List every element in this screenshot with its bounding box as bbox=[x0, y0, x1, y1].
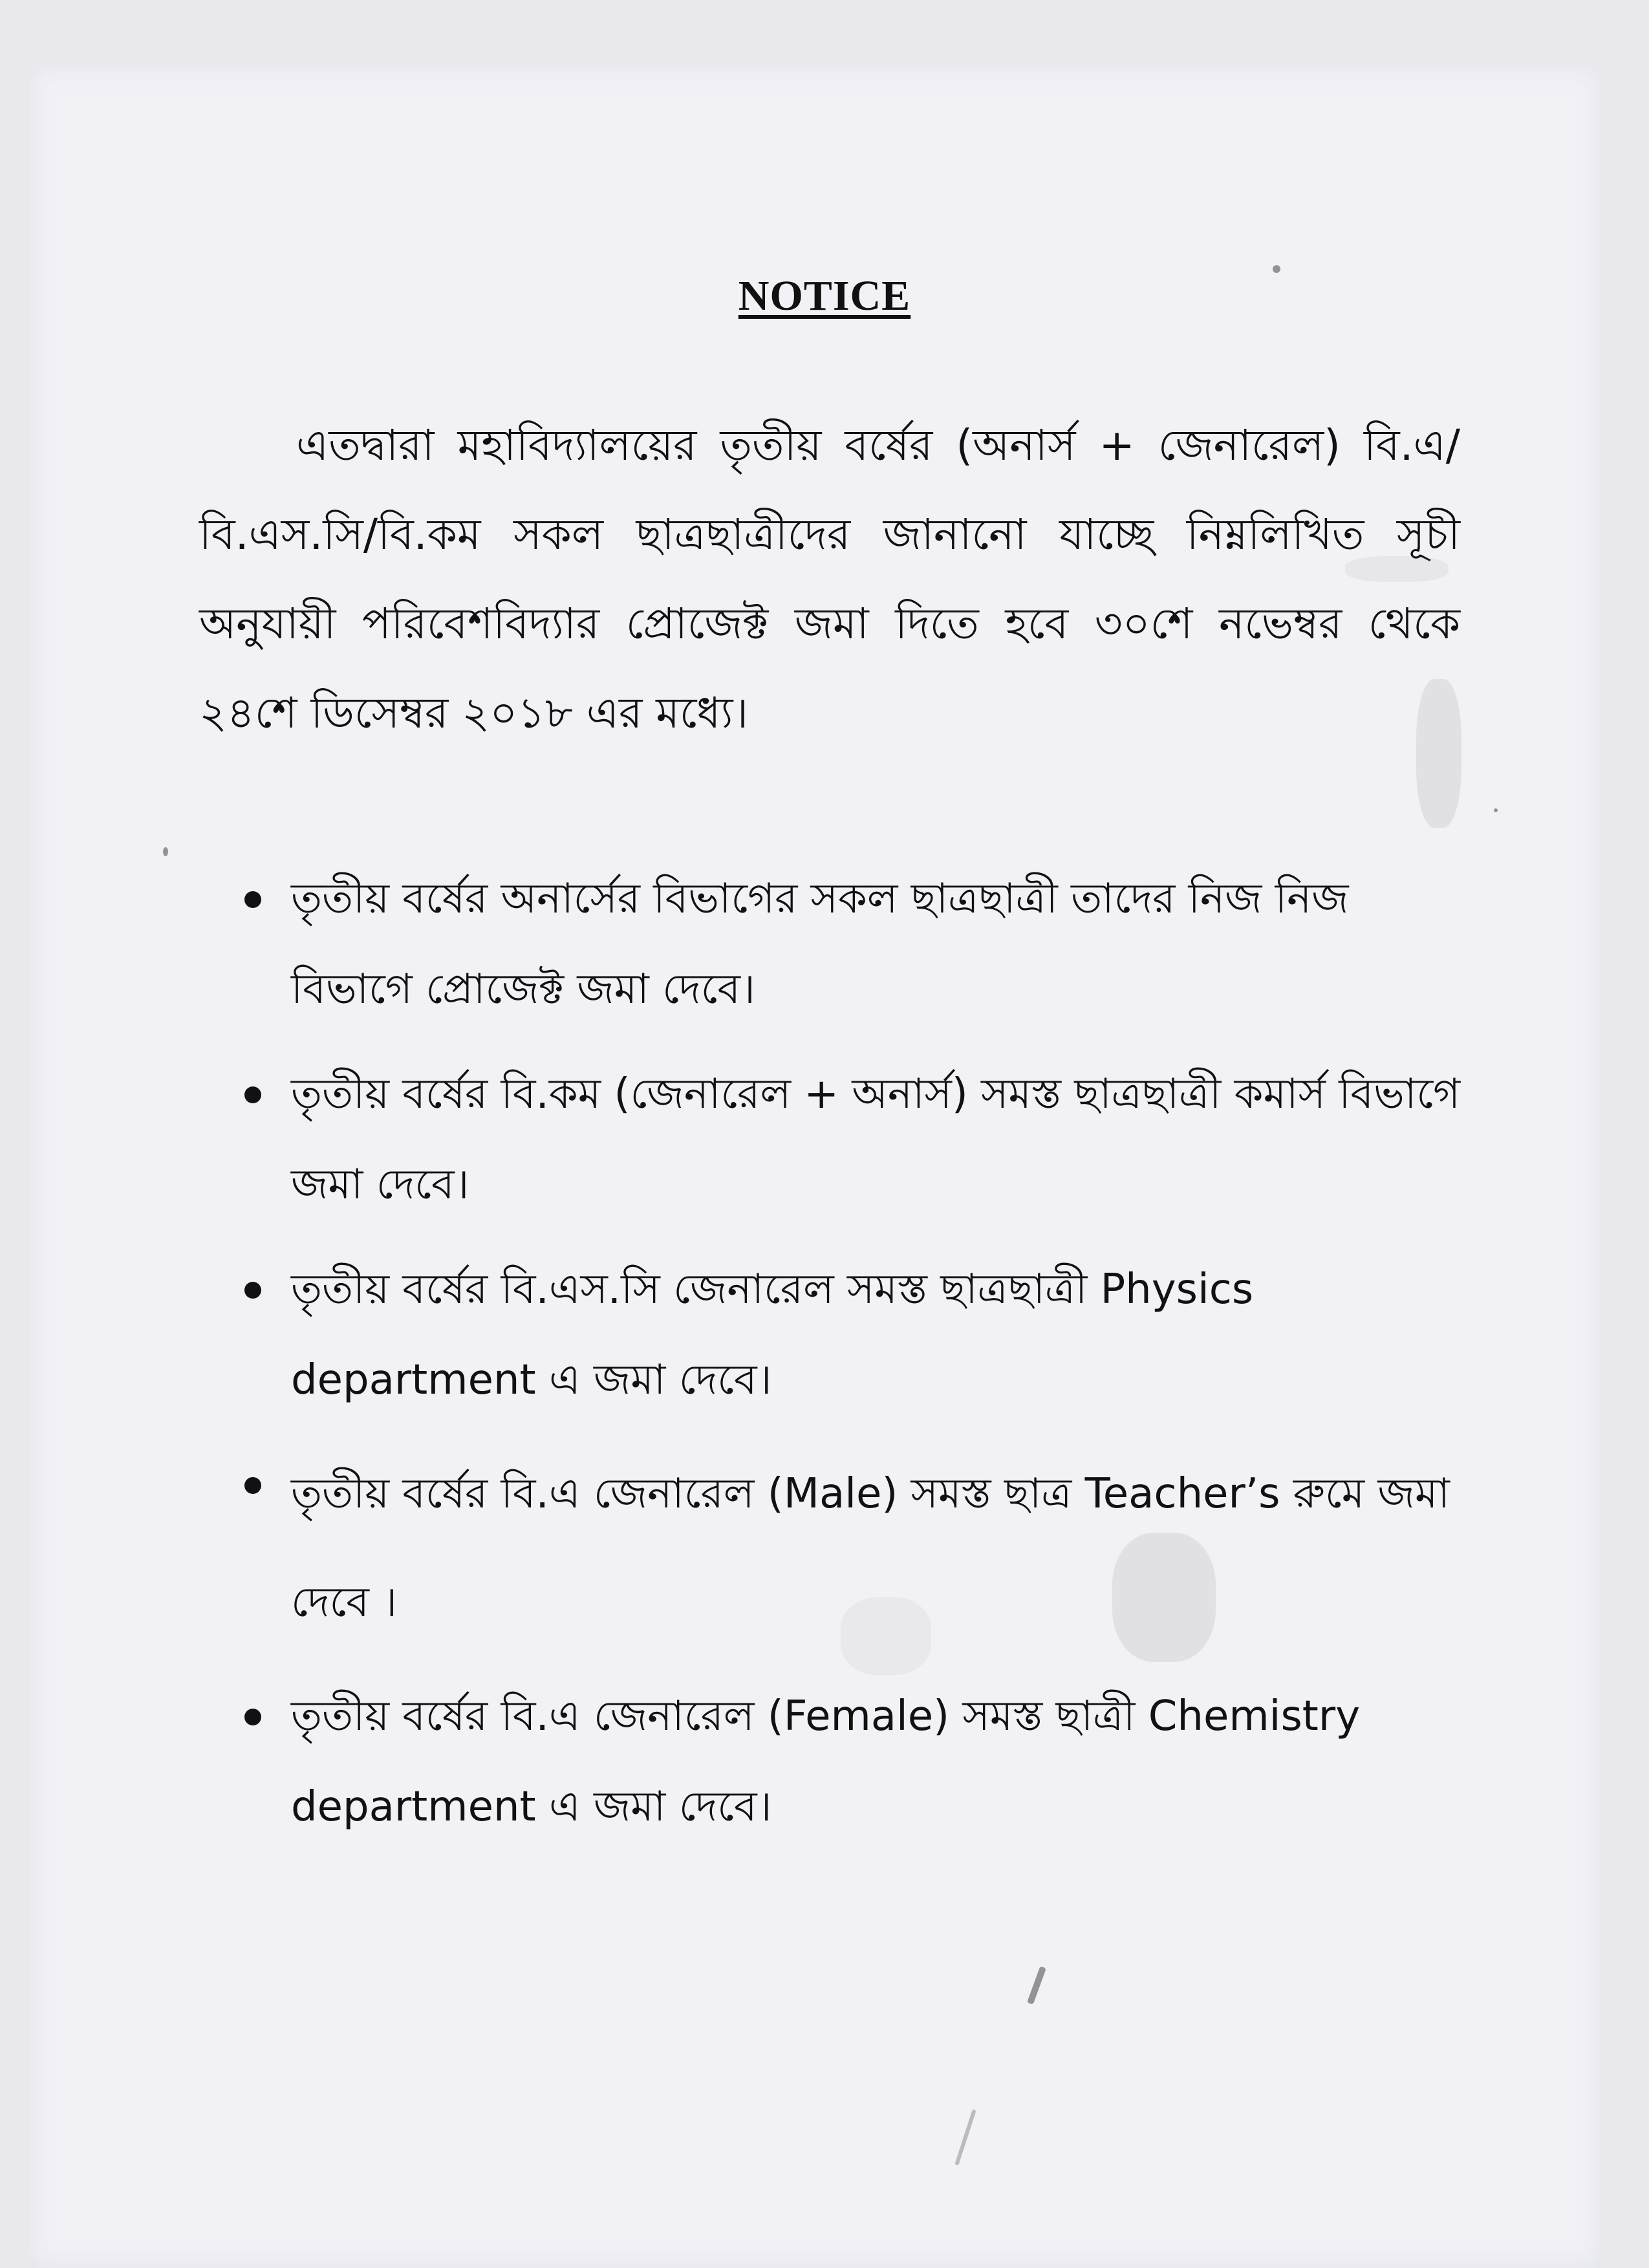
scan-speck bbox=[1273, 265, 1280, 273]
bullet-text: তৃতীয় বর্ষের বি.এ জেনারেল (Male) সমস্ত ছাত্র Teacher’s রুমে জমা দেবে । bbox=[291, 1470, 1450, 1626]
bullet-item-ba-female bbox=[244, 1671, 1473, 1852]
bullet-item-honours bbox=[244, 854, 1473, 1035]
bullet-list bbox=[244, 854, 1473, 1866]
scan-smudge bbox=[841, 1597, 931, 1675]
bullet-item-bcom bbox=[244, 1049, 1473, 1230]
bullet-dot-icon bbox=[244, 1282, 261, 1299]
scan-smudge bbox=[1416, 679, 1461, 828]
bullet-dot-icon bbox=[244, 891, 261, 908]
bullet-dot-icon bbox=[244, 1709, 261, 1725]
bullet-text: তৃতীয় বর্ষের বি.এস.সি জেনারেল সমস্ত ছাত্রছাত্রী Physics department এ জমা দেবে। bbox=[291, 1266, 1254, 1404]
scan-smudge bbox=[1112, 1533, 1216, 1662]
scan-speck bbox=[1494, 808, 1498, 812]
bullet-dot-icon bbox=[244, 1086, 261, 1103]
notice-title: NOTICE bbox=[738, 272, 911, 319]
bullet-text: তৃতীয় বর্ষের বি.কম (জেনারেল + অনার্স) সমস্ত ছাত্রছাত্রী কমার্স বিভাগে জমা দেবে। bbox=[291, 1070, 1461, 1209]
bullet-text: তৃতীয় বর্ষের বি.এ জেনারেল (Female) সমস্ত ছাত্রী Chemistry department এ জমা দেবে। bbox=[291, 1692, 1361, 1831]
bullet-text: তৃতীয় বর্ষের অনার্সের বিভাগের সকল ছাত্রছাত্রী তাদের নিজ নিজ বিভাগে প্রোজেক্ট জমা দেবে। bbox=[291, 875, 1349, 1013]
scan-smudge bbox=[1345, 556, 1449, 582]
notice-paragraph: এতদ্বারা মহাবিদ্যালয়ের তৃতীয় বর্ষের (অনার্স + জেনারেল) বি.এ/বি.এস.সি/বি.কম সকল ছাত্রছাত্রীদের জানানো যাচ্ছে নিম্নলিখিত সূচী অনুযায়ী পরিবেশবিদ্যার প্রোজেক্ট জমা দিতে হবে ৩০শে নভেম্বর থেকে ২৪শে ডিসেম্বর ২০১৮ এর মধ্যে। bbox=[199, 420, 1460, 738]
scan-speck bbox=[163, 847, 168, 856]
bullet-dot-icon bbox=[244, 1477, 261, 1494]
bullet-item-bsc bbox=[244, 1244, 1473, 1425]
